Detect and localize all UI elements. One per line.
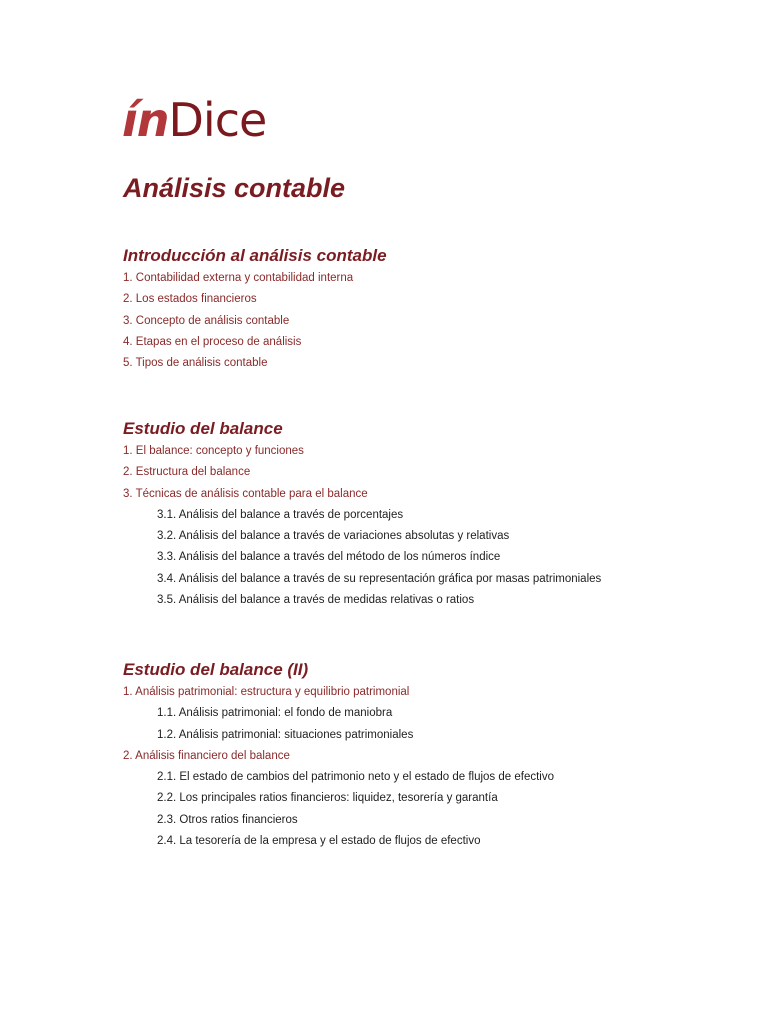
toc-subitem[interactable]: 3.3. Análisis del balance a través del método de los números índice xyxy=(157,551,501,564)
toc-subitem[interactable]: 2.2. Los principales ratios financieros: liquidez, tesorería y garantía xyxy=(157,792,498,805)
toc-subitem[interactable]: 2.4. La tesorería de la empresa y el estado de flujos de efectivo xyxy=(157,835,481,848)
toc-subitem[interactable]: 3.4. Análisis del balance a través de su representación gráfica por masas patrimoniales xyxy=(157,572,602,585)
toc-section-balance xyxy=(123,418,743,611)
toc-subitem[interactable]: 3.5. Análisis del balance a través de medidas relativas o ratios xyxy=(157,594,475,607)
toc-subitem[interactable]: 2.3. Otros ratios financieros xyxy=(157,813,298,826)
toc-subitem[interactable]: 3.2. Análisis del balance a través de variaciones absolutas y relativas xyxy=(157,530,510,543)
toc-subitem[interactable]: 2.1. El estado de cambios del patrimonio neto y el estado de flujos de efectivo xyxy=(157,771,554,784)
toc-section-balance-ii xyxy=(123,659,743,852)
section-heading: Estudio del balance xyxy=(123,419,283,438)
toc-item[interactable]: 5. Tipos de análisis contable xyxy=(123,357,268,370)
toc-item[interactable]: 2. Estructura del balance xyxy=(123,466,251,479)
toc-item[interactable]: 1. Contabilidad externa y contabilidad interna xyxy=(123,272,354,284)
section-heading: Estudio del balance (II) xyxy=(123,660,309,679)
section-heading: Introducción al análisis contable xyxy=(123,246,387,265)
toc-item[interactable]: 4. Etapas en el proceso de análisis xyxy=(123,335,302,348)
toc-item[interactable]: 2. Análisis financiero del balance xyxy=(123,749,290,762)
toc-section-intro xyxy=(123,245,743,374)
index-logo xyxy=(122,92,266,148)
toc-subitem[interactable]: 3.1. Análisis del balance a través de porcentajes xyxy=(157,508,404,521)
toc-subitem[interactable]: 1.1. Análisis patrimonial: el fondo de maniobra xyxy=(157,707,393,720)
toc-item[interactable]: 3. Técnicas de análisis contable para el balance xyxy=(123,487,368,500)
toc-item[interactable]: 2. Los estados financieros xyxy=(123,293,257,306)
toc-item[interactable]: 1. Análisis patrimonial: estructura y equilibrio patrimonial xyxy=(123,686,410,698)
toc-item[interactable]: 3. Concepto de análisis contable xyxy=(123,314,290,327)
page-title: Análisis contable xyxy=(123,173,346,203)
logo-suffix: Dice xyxy=(168,93,267,147)
logo-prefix: ín xyxy=(122,93,169,147)
toc-subitem[interactable]: 1.2. Análisis patrimonial: situaciones patrimoniales xyxy=(157,728,414,741)
toc-item[interactable]: 1. El balance: concepto y funciones xyxy=(123,445,304,457)
